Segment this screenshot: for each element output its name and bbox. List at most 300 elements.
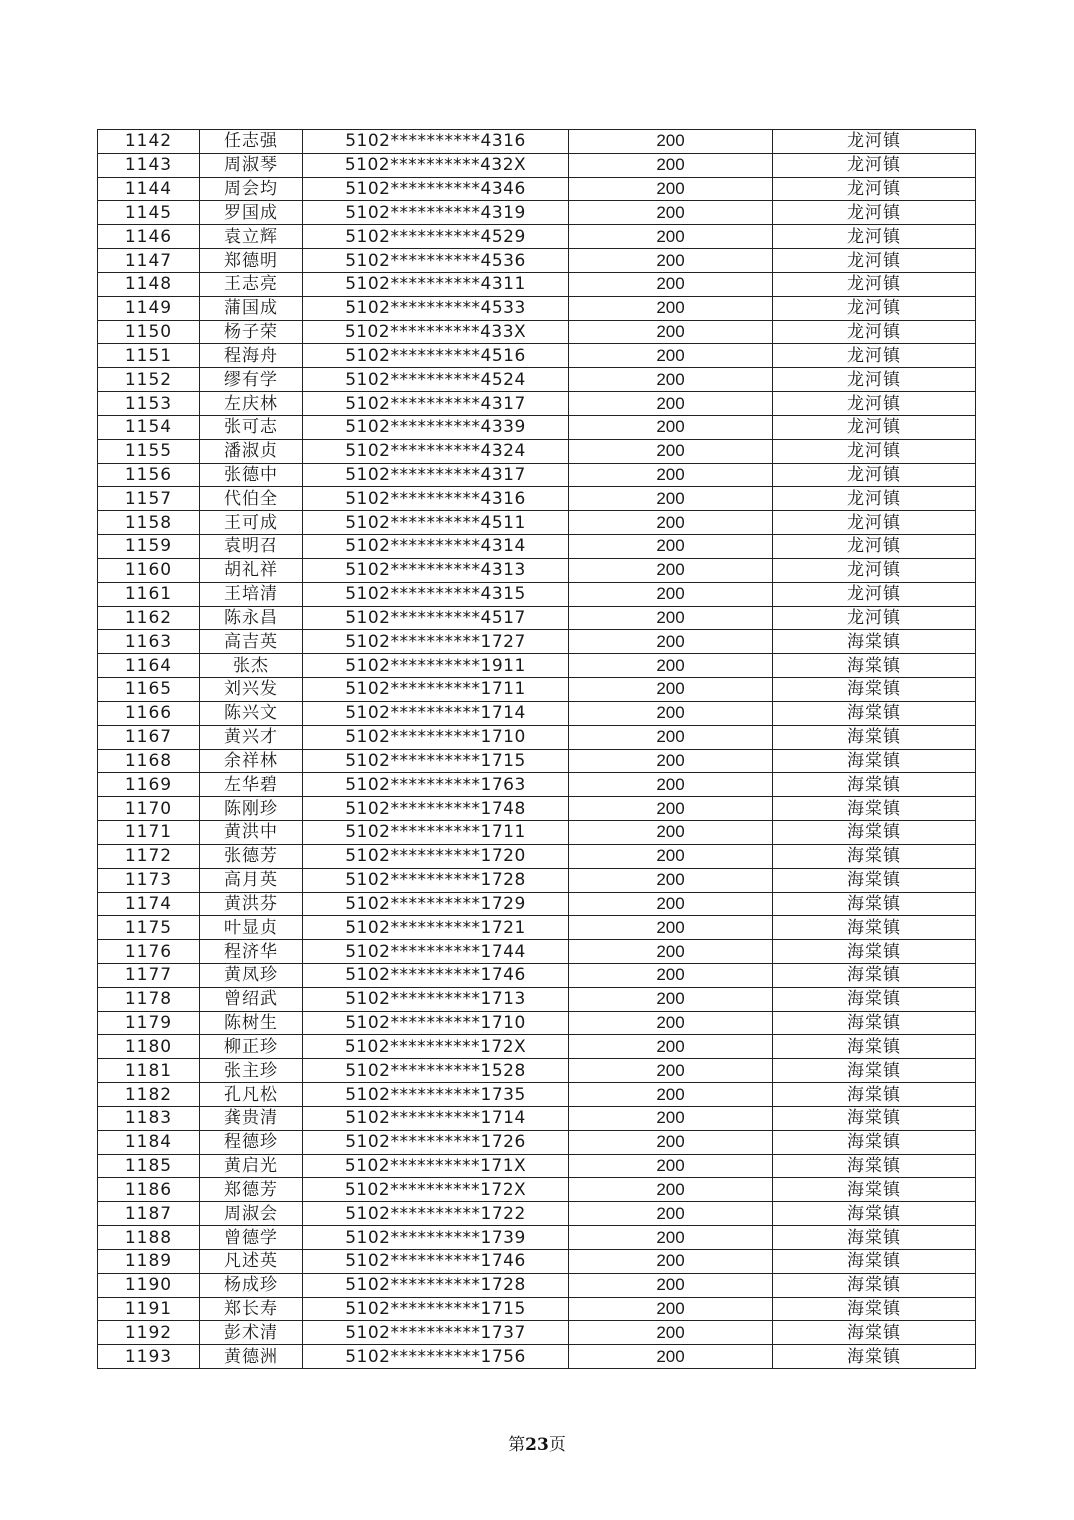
- amount-cell: 200: [569, 1178, 773, 1202]
- row-number-cell: 1161: [98, 582, 200, 606]
- amount-cell: 200: [569, 272, 773, 296]
- row-number-cell: 1146: [98, 225, 200, 249]
- row-number-cell: 1155: [98, 439, 200, 463]
- table-row: [98, 1154, 976, 1178]
- township-cell: 海棠镇: [773, 1345, 976, 1369]
- amount-cell: 200: [569, 487, 773, 511]
- person-name-cell: 程海舟: [200, 344, 303, 368]
- person-name-cell: 柳正珍: [200, 1035, 303, 1059]
- amount-cell: 200: [569, 1130, 773, 1154]
- person-name-cell: 周淑会: [200, 1202, 303, 1226]
- township-cell: 海棠镇: [773, 1178, 976, 1202]
- amount-cell: 200: [569, 558, 773, 582]
- amount-cell: 200: [569, 916, 773, 940]
- amount-cell: 200: [569, 463, 773, 487]
- person-name-cell: 黄洪中: [200, 821, 303, 845]
- id-number-cell: 5102**********1756: [303, 1345, 569, 1369]
- township-cell: 龙河镇: [773, 225, 976, 249]
- id-number-cell: 5102**********4524: [303, 368, 569, 392]
- id-number-cell: 5102**********4339: [303, 415, 569, 439]
- id-number-cell: 5102**********1711: [303, 678, 569, 702]
- township-cell: 海棠镇: [773, 916, 976, 940]
- row-number-cell: 1189: [98, 1249, 200, 1273]
- amount-cell: 200: [569, 249, 773, 273]
- township-cell: 龙河镇: [773, 368, 976, 392]
- amount-cell: 200: [569, 1106, 773, 1130]
- person-name-cell: 周淑琴: [200, 153, 303, 177]
- id-number-cell: 5102**********1720: [303, 844, 569, 868]
- id-number-cell: 5102**********432X: [303, 153, 569, 177]
- table-row: [98, 582, 976, 606]
- table-row: [98, 415, 976, 439]
- township-cell: 龙河镇: [773, 582, 976, 606]
- table-row: [98, 177, 976, 201]
- township-cell: 龙河镇: [773, 249, 976, 273]
- id-number-cell: 5102**********1729: [303, 892, 569, 916]
- row-number-cell: 1148: [98, 272, 200, 296]
- amount-cell: 200: [569, 1345, 773, 1369]
- id-number-cell: 5102**********4311: [303, 272, 569, 296]
- person-name-cell: 周会均: [200, 177, 303, 201]
- row-number-cell: 1192: [98, 1321, 200, 1345]
- person-name-cell: 袁明召: [200, 535, 303, 559]
- person-name-cell: 蒲国成: [200, 296, 303, 320]
- township-cell: 海棠镇: [773, 1035, 976, 1059]
- row-number-cell: 1191: [98, 1297, 200, 1321]
- township-cell: 海棠镇: [773, 701, 976, 725]
- township-cell: 龙河镇: [773, 415, 976, 439]
- id-number-cell: 5102**********4529: [303, 225, 569, 249]
- person-name-cell: 曾绍武: [200, 987, 303, 1011]
- township-cell: 龙河镇: [773, 558, 976, 582]
- amount-cell: 200: [569, 678, 773, 702]
- table-row: [98, 153, 976, 177]
- row-number-cell: 1168: [98, 749, 200, 773]
- row-number-cell: 1143: [98, 153, 200, 177]
- township-cell: 海棠镇: [773, 1083, 976, 1107]
- table-row: [98, 558, 976, 582]
- amount-cell: 200: [569, 749, 773, 773]
- table-row: [98, 511, 976, 535]
- table-row: [98, 1059, 976, 1083]
- person-name-cell: 黄洪芬: [200, 892, 303, 916]
- amount-cell: 200: [569, 582, 773, 606]
- id-number-cell: 5102**********1735: [303, 1083, 569, 1107]
- row-number-cell: 1179: [98, 1011, 200, 1035]
- township-cell: 海棠镇: [773, 844, 976, 868]
- table-row: [98, 1202, 976, 1226]
- id-number-cell: 5102**********1737: [303, 1321, 569, 1345]
- row-number-cell: 1165: [98, 678, 200, 702]
- township-cell: 龙河镇: [773, 201, 976, 225]
- row-number-cell: 1176: [98, 940, 200, 964]
- amount-cell: 200: [569, 1083, 773, 1107]
- table-row: [98, 963, 976, 987]
- id-number-cell: 5102**********4533: [303, 296, 569, 320]
- township-cell: 海棠镇: [773, 797, 976, 821]
- amount-cell: 200: [569, 392, 773, 416]
- row-number-cell: 1151: [98, 344, 200, 368]
- table-row: [98, 797, 976, 821]
- person-name-cell: 刘兴发: [200, 678, 303, 702]
- table-row: [98, 1106, 976, 1130]
- table-row: [98, 1035, 976, 1059]
- person-name-cell: 郑德芳: [200, 1178, 303, 1202]
- row-number-cell: 1186: [98, 1178, 200, 1202]
- amount-cell: 200: [569, 1297, 773, 1321]
- id-number-cell: 5102**********1744: [303, 940, 569, 964]
- township-cell: 海棠镇: [773, 1154, 976, 1178]
- row-number-cell: 1144: [98, 177, 200, 201]
- amount-cell: 200: [569, 1035, 773, 1059]
- row-number-cell: 1160: [98, 558, 200, 582]
- row-number-cell: 1182: [98, 1083, 200, 1107]
- table-row: [98, 1273, 976, 1297]
- township-cell: 龙河镇: [773, 439, 976, 463]
- person-name-cell: 程德珍: [200, 1130, 303, 1154]
- row-number-cell: 1166: [98, 701, 200, 725]
- amount-cell: 200: [569, 296, 773, 320]
- id-number-cell: 5102**********4346: [303, 177, 569, 201]
- amount-cell: 200: [569, 844, 773, 868]
- id-number-cell: 5102**********1710: [303, 725, 569, 749]
- id-number-cell: 5102**********1911: [303, 654, 569, 678]
- person-name-cell: 郑长寿: [200, 1297, 303, 1321]
- township-cell: 海棠镇: [773, 1297, 976, 1321]
- person-name-cell: 龚贵清: [200, 1106, 303, 1130]
- person-name-cell: 余祥林: [200, 749, 303, 773]
- amount-cell: 200: [569, 773, 773, 797]
- township-cell: 龙河镇: [773, 320, 976, 344]
- row-number-cell: 1187: [98, 1202, 200, 1226]
- table-row: [98, 1249, 976, 1273]
- person-name-cell: 高月英: [200, 868, 303, 892]
- amount-cell: 200: [569, 821, 773, 845]
- table-row: [98, 654, 976, 678]
- table-row: [98, 130, 976, 154]
- table-row: [98, 1130, 976, 1154]
- row-number-cell: 1175: [98, 916, 200, 940]
- row-number-cell: 1171: [98, 821, 200, 845]
- township-cell: 龙河镇: [773, 606, 976, 630]
- table-row: [98, 630, 976, 654]
- id-number-cell: 5102**********4316: [303, 130, 569, 154]
- id-number-cell: 5102**********1715: [303, 749, 569, 773]
- township-cell: 海棠镇: [773, 940, 976, 964]
- row-number-cell: 1156: [98, 463, 200, 487]
- table-row: [98, 463, 976, 487]
- table-row: [98, 987, 976, 1011]
- township-cell: 海棠镇: [773, 1273, 976, 1297]
- row-number-cell: 1184: [98, 1130, 200, 1154]
- township-cell: 龙河镇: [773, 463, 976, 487]
- person-name-cell: 王志亮: [200, 272, 303, 296]
- id-number-cell: 5102**********1713: [303, 987, 569, 1011]
- table-row: [98, 725, 976, 749]
- person-name-cell: 陈刚珍: [200, 797, 303, 821]
- township-cell: 海棠镇: [773, 725, 976, 749]
- amount-cell: 200: [569, 1202, 773, 1226]
- table-row: [98, 1083, 976, 1107]
- township-cell: 海棠镇: [773, 892, 976, 916]
- amount-cell: 200: [569, 963, 773, 987]
- township-cell: 海棠镇: [773, 654, 976, 678]
- footer-prefix: 第: [508, 1435, 526, 1455]
- amount-cell: 200: [569, 153, 773, 177]
- person-name-cell: 王培清: [200, 582, 303, 606]
- table-row: [98, 773, 976, 797]
- amount-cell: 200: [569, 701, 773, 725]
- table-row: [98, 1345, 976, 1369]
- id-number-cell: 5102**********1746: [303, 1249, 569, 1273]
- table-row: [98, 701, 976, 725]
- amount-cell: 200: [569, 225, 773, 249]
- id-number-cell: 5102**********4315: [303, 582, 569, 606]
- table-row: [98, 272, 976, 296]
- township-cell: 海棠镇: [773, 987, 976, 1011]
- id-number-cell: 5102**********4319: [303, 201, 569, 225]
- township-cell: 龙河镇: [773, 344, 976, 368]
- row-number-cell: 1149: [98, 296, 200, 320]
- amount-cell: 200: [569, 344, 773, 368]
- row-number-cell: 1164: [98, 654, 200, 678]
- person-name-cell: 郑德明: [200, 249, 303, 273]
- table-row: [98, 844, 976, 868]
- person-name-cell: 潘淑贞: [200, 439, 303, 463]
- amount-cell: 200: [569, 1011, 773, 1035]
- township-cell: 龙河镇: [773, 296, 976, 320]
- person-name-cell: 程济华: [200, 940, 303, 964]
- row-number-cell: 1183: [98, 1106, 200, 1130]
- row-number-cell: 1150: [98, 320, 200, 344]
- township-cell: 龙河镇: [773, 392, 976, 416]
- person-name-cell: 左庆林: [200, 392, 303, 416]
- row-number-cell: 1145: [98, 201, 200, 225]
- row-number-cell: 1167: [98, 725, 200, 749]
- township-cell: 海棠镇: [773, 963, 976, 987]
- person-name-cell: 黄启光: [200, 1154, 303, 1178]
- amount-cell: 200: [569, 725, 773, 749]
- row-number-cell: 1193: [98, 1345, 200, 1369]
- person-name-cell: 左华碧: [200, 773, 303, 797]
- id-number-cell: 5102**********1726: [303, 1130, 569, 1154]
- person-name-cell: 叶显贞: [200, 916, 303, 940]
- amount-cell: 200: [569, 630, 773, 654]
- amount-cell: 200: [569, 940, 773, 964]
- id-number-cell: 5102**********1714: [303, 1106, 569, 1130]
- person-name-cell: 陈树生: [200, 1011, 303, 1035]
- person-name-cell: 陈兴文: [200, 701, 303, 725]
- amount-cell: 200: [569, 797, 773, 821]
- township-cell: 海棠镇: [773, 630, 976, 654]
- person-name-cell: 黄凤珍: [200, 963, 303, 987]
- table-row: [98, 940, 976, 964]
- id-number-cell: 5102**********1528: [303, 1059, 569, 1083]
- row-number-cell: 1173: [98, 868, 200, 892]
- row-number-cell: 1162: [98, 606, 200, 630]
- id-number-cell: 5102**********4517: [303, 606, 569, 630]
- row-number-cell: 1153: [98, 392, 200, 416]
- footer-suffix: 页: [548, 1435, 566, 1455]
- township-cell: 海棠镇: [773, 678, 976, 702]
- township-cell: 海棠镇: [773, 1130, 976, 1154]
- table-row: [98, 487, 976, 511]
- row-number-cell: 1170: [98, 797, 200, 821]
- township-cell: 海棠镇: [773, 1249, 976, 1273]
- id-number-cell: 5102**********1728: [303, 868, 569, 892]
- row-number-cell: 1180: [98, 1035, 200, 1059]
- township-cell: 海棠镇: [773, 1059, 976, 1083]
- id-number-cell: 5102**********1722: [303, 1202, 569, 1226]
- township-cell: 海棠镇: [773, 821, 976, 845]
- id-number-cell: 5102**********4536: [303, 249, 569, 273]
- id-number-cell: 5102**********172X: [303, 1178, 569, 1202]
- row-number-cell: 1185: [98, 1154, 200, 1178]
- id-number-cell: 5102**********4516: [303, 344, 569, 368]
- township-cell: 龙河镇: [773, 535, 976, 559]
- township-cell: 海棠镇: [773, 773, 976, 797]
- table-row: [98, 1321, 976, 1345]
- table-row: [98, 535, 976, 559]
- table-body: [98, 130, 976, 1369]
- page-number: 23: [525, 1435, 549, 1455]
- row-number-cell: 1154: [98, 415, 200, 439]
- amount-cell: 200: [569, 320, 773, 344]
- table-row: [98, 249, 976, 273]
- row-number-cell: 1190: [98, 1273, 200, 1297]
- row-number-cell: 1159: [98, 535, 200, 559]
- table-row: [98, 821, 976, 845]
- township-cell: 海棠镇: [773, 1321, 976, 1345]
- person-name-cell: 张德芳: [200, 844, 303, 868]
- amount-cell: 200: [569, 130, 773, 154]
- person-name-cell: 杨成珍: [200, 1273, 303, 1297]
- table-row: [98, 678, 976, 702]
- id-number-cell: 5102**********4313: [303, 558, 569, 582]
- row-number-cell: 1142: [98, 130, 200, 154]
- amount-cell: 200: [569, 1321, 773, 1345]
- page-footer: [0, 1430, 1074, 1455]
- id-number-cell: 5102**********433X: [303, 320, 569, 344]
- id-number-cell: 5102**********1748: [303, 797, 569, 821]
- table-row: [98, 1226, 976, 1250]
- row-number-cell: 1177: [98, 963, 200, 987]
- id-number-cell: 5102**********172X: [303, 1035, 569, 1059]
- township-cell: 海棠镇: [773, 1011, 976, 1035]
- id-number-cell: 5102**********1710: [303, 1011, 569, 1035]
- subsidy-table: [97, 129, 976, 1369]
- id-number-cell: 5102**********1711: [303, 821, 569, 845]
- person-name-cell: 张德中: [200, 463, 303, 487]
- id-number-cell: 5102**********1763: [303, 773, 569, 797]
- township-cell: 龙河镇: [773, 272, 976, 296]
- amount-cell: 200: [569, 511, 773, 535]
- amount-cell: 200: [569, 654, 773, 678]
- id-number-cell: 5102**********4316: [303, 487, 569, 511]
- row-number-cell: 1174: [98, 892, 200, 916]
- row-number-cell: 1157: [98, 487, 200, 511]
- id-number-cell: 5102**********4317: [303, 463, 569, 487]
- person-name-cell: 缪有学: [200, 368, 303, 392]
- id-number-cell: 5102**********1727: [303, 630, 569, 654]
- id-number-cell: 5102**********1715: [303, 1297, 569, 1321]
- person-name-cell: 任志强: [200, 130, 303, 154]
- id-number-cell: 5102**********1714: [303, 701, 569, 725]
- row-number-cell: 1152: [98, 368, 200, 392]
- row-number-cell: 1188: [98, 1226, 200, 1250]
- person-name-cell: 曾德学: [200, 1226, 303, 1250]
- table-row: [98, 1011, 976, 1035]
- row-number-cell: 1172: [98, 844, 200, 868]
- table-row: [98, 439, 976, 463]
- table-row: [98, 749, 976, 773]
- amount-cell: 200: [569, 1249, 773, 1273]
- person-name-cell: 王可成: [200, 511, 303, 535]
- table-row: [98, 1178, 976, 1202]
- table-row: [98, 344, 976, 368]
- person-name-cell: 黄德洲: [200, 1345, 303, 1369]
- row-number-cell: 1158: [98, 511, 200, 535]
- amount-cell: 200: [569, 1059, 773, 1083]
- amount-cell: 200: [569, 177, 773, 201]
- person-name-cell: 代伯全: [200, 487, 303, 511]
- id-number-cell: 5102**********1739: [303, 1226, 569, 1250]
- person-name-cell: 罗国成: [200, 201, 303, 225]
- row-number-cell: 1178: [98, 987, 200, 1011]
- id-number-cell: 5102**********1721: [303, 916, 569, 940]
- table-row: [98, 892, 976, 916]
- row-number-cell: 1181: [98, 1059, 200, 1083]
- township-cell: 龙河镇: [773, 153, 976, 177]
- township-cell: 海棠镇: [773, 868, 976, 892]
- township-cell: 海棠镇: [773, 749, 976, 773]
- person-name-cell: 张可志: [200, 415, 303, 439]
- township-cell: 海棠镇: [773, 1202, 976, 1226]
- table-row: [98, 1297, 976, 1321]
- id-number-cell: 5102**********1728: [303, 1273, 569, 1297]
- table-row: [98, 201, 976, 225]
- person-name-cell: 孔凡松: [200, 1083, 303, 1107]
- person-name-cell: 杨子荣: [200, 320, 303, 344]
- person-name-cell: 袁立辉: [200, 225, 303, 249]
- person-name-cell: 高吉英: [200, 630, 303, 654]
- amount-cell: 200: [569, 415, 773, 439]
- amount-cell: 200: [569, 606, 773, 630]
- person-name-cell: 胡礼祥: [200, 558, 303, 582]
- township-cell: 海棠镇: [773, 1226, 976, 1250]
- person-name-cell: 张主珍: [200, 1059, 303, 1083]
- id-number-cell: 5102**********4511: [303, 511, 569, 535]
- township-cell: 海棠镇: [773, 1106, 976, 1130]
- amount-cell: 200: [569, 1273, 773, 1297]
- amount-cell: 200: [569, 892, 773, 916]
- table-row: [98, 392, 976, 416]
- person-name-cell: 黄兴才: [200, 725, 303, 749]
- township-cell: 龙河镇: [773, 487, 976, 511]
- amount-cell: 200: [569, 1226, 773, 1250]
- table-row: [98, 868, 976, 892]
- table-row: [98, 320, 976, 344]
- person-name-cell: 陈永昌: [200, 606, 303, 630]
- table-row: [98, 296, 976, 320]
- id-number-cell: 5102**********171X: [303, 1154, 569, 1178]
- person-name-cell: 张杰: [200, 654, 303, 678]
- amount-cell: 200: [569, 868, 773, 892]
- table-row: [98, 368, 976, 392]
- person-name-cell: 彭术清: [200, 1321, 303, 1345]
- row-number-cell: 1147: [98, 249, 200, 273]
- amount-cell: 200: [569, 439, 773, 463]
